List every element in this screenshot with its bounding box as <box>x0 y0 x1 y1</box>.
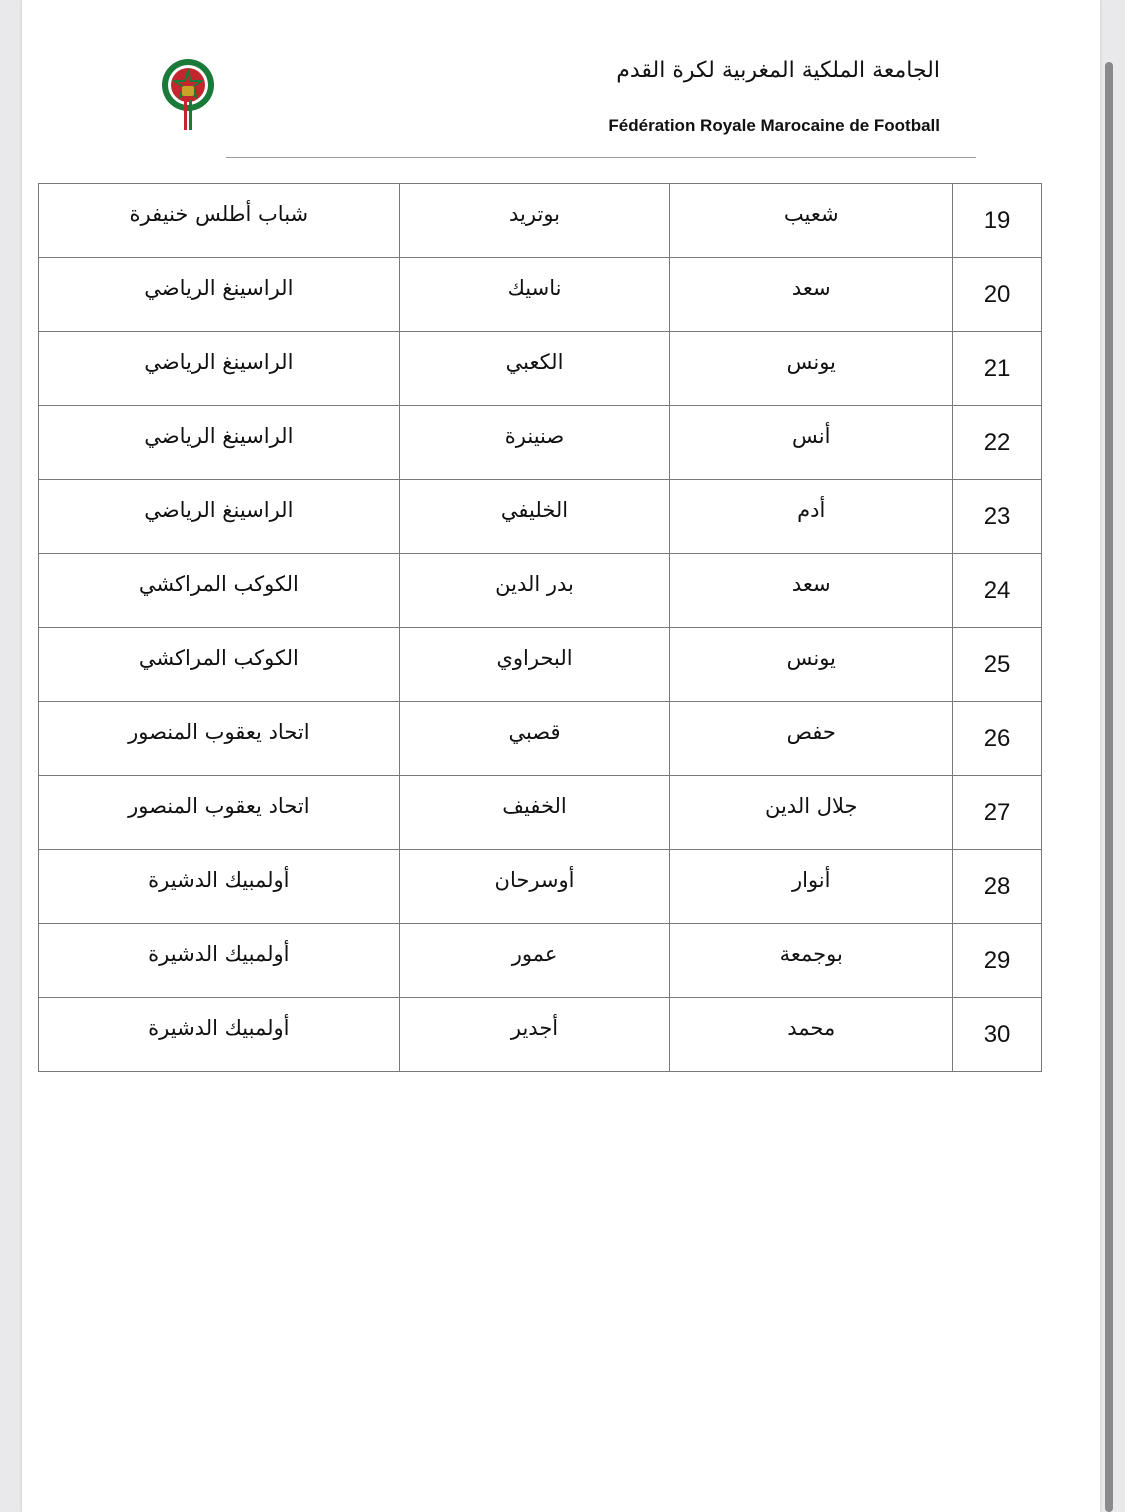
table-row <box>39 184 1042 258</box>
club-cell: شباب أطلس خنيفرة <box>39 184 400 258</box>
row-number: 28 <box>953 850 1042 924</box>
club-cell: الكوكب المراكشي <box>39 628 400 702</box>
table-row <box>39 850 1042 924</box>
table-row <box>39 628 1042 702</box>
row-number: 21 <box>953 332 1042 406</box>
last-name-cell: عمور <box>399 924 670 998</box>
row-number: 27 <box>953 776 1042 850</box>
federation-title-french: Fédération Royale Marocaine de Football <box>608 116 940 135</box>
frmf-crest-logo <box>157 56 219 132</box>
first-name-cell: سعد <box>670 554 953 628</box>
row-number: 29 <box>953 924 1042 998</box>
table-row <box>39 332 1042 406</box>
club-cell: أولمبيك الدشيرة <box>39 998 400 1072</box>
table-row <box>39 406 1042 480</box>
first-name-cell: يونس <box>670 332 953 406</box>
row-number: 19 <box>953 184 1042 258</box>
last-name-cell: بدر الدين <box>399 554 670 628</box>
table-row <box>39 924 1042 998</box>
last-name-cell: صنينرة <box>399 406 670 480</box>
last-name-cell: ناسيك <box>399 258 670 332</box>
last-name-cell: قصبي <box>399 702 670 776</box>
club-cell: الكوكب المراكشي <box>39 554 400 628</box>
row-number: 23 <box>953 480 1042 554</box>
federation-title-arabic: الجامعة الملكية المغربية لكرة القدم <box>616 58 940 83</box>
table-row <box>39 998 1042 1072</box>
club-cell: الراسينغ الرياضي <box>39 480 400 554</box>
table-row <box>39 702 1042 776</box>
club-cell: الراسينغ الرياضي <box>39 406 400 480</box>
row-number: 20 <box>953 258 1042 332</box>
last-name-cell: أجدير <box>399 998 670 1072</box>
table-row <box>39 554 1042 628</box>
last-name-cell: أوسرحان <box>399 850 670 924</box>
first-name-cell: أنوار <box>670 850 953 924</box>
first-name-cell: سعد <box>670 258 953 332</box>
vertical-scrollbar[interactable] <box>1105 62 1113 1512</box>
last-name-cell: البحراوي <box>399 628 670 702</box>
club-cell: الراسينغ الرياضي <box>39 258 400 332</box>
player-roster-table <box>38 183 1042 1072</box>
first-name-cell: محمد <box>670 998 953 1072</box>
row-number: 26 <box>953 702 1042 776</box>
first-name-cell: أدم <box>670 480 953 554</box>
row-number: 22 <box>953 406 1042 480</box>
row-number: 30 <box>953 998 1042 1072</box>
first-name-cell: شعيب <box>670 184 953 258</box>
last-name-cell: الكعبي <box>399 332 670 406</box>
club-cell: أولمبيك الدشيرة <box>39 924 400 998</box>
first-name-cell: أنس <box>670 406 953 480</box>
last-name-cell: بوتريد <box>399 184 670 258</box>
table-row <box>39 776 1042 850</box>
last-name-cell: الخليفي <box>399 480 670 554</box>
first-name-cell: جلال الدين <box>670 776 953 850</box>
table-row <box>39 480 1042 554</box>
club-cell: اتحاد يعقوب المنصور <box>39 702 400 776</box>
first-name-cell: بوجمعة <box>670 924 953 998</box>
table-row <box>39 258 1042 332</box>
club-cell: الراسينغ الرياضي <box>39 332 400 406</box>
header-divider <box>226 157 976 158</box>
club-cell: أولمبيك الدشيرة <box>39 850 400 924</box>
first-name-cell: حفص <box>670 702 953 776</box>
club-cell: اتحاد يعقوب المنصور <box>39 776 400 850</box>
last-name-cell: الخفيف <box>399 776 670 850</box>
row-number: 25 <box>953 628 1042 702</box>
first-name-cell: يونس <box>670 628 953 702</box>
row-number: 24 <box>953 554 1042 628</box>
